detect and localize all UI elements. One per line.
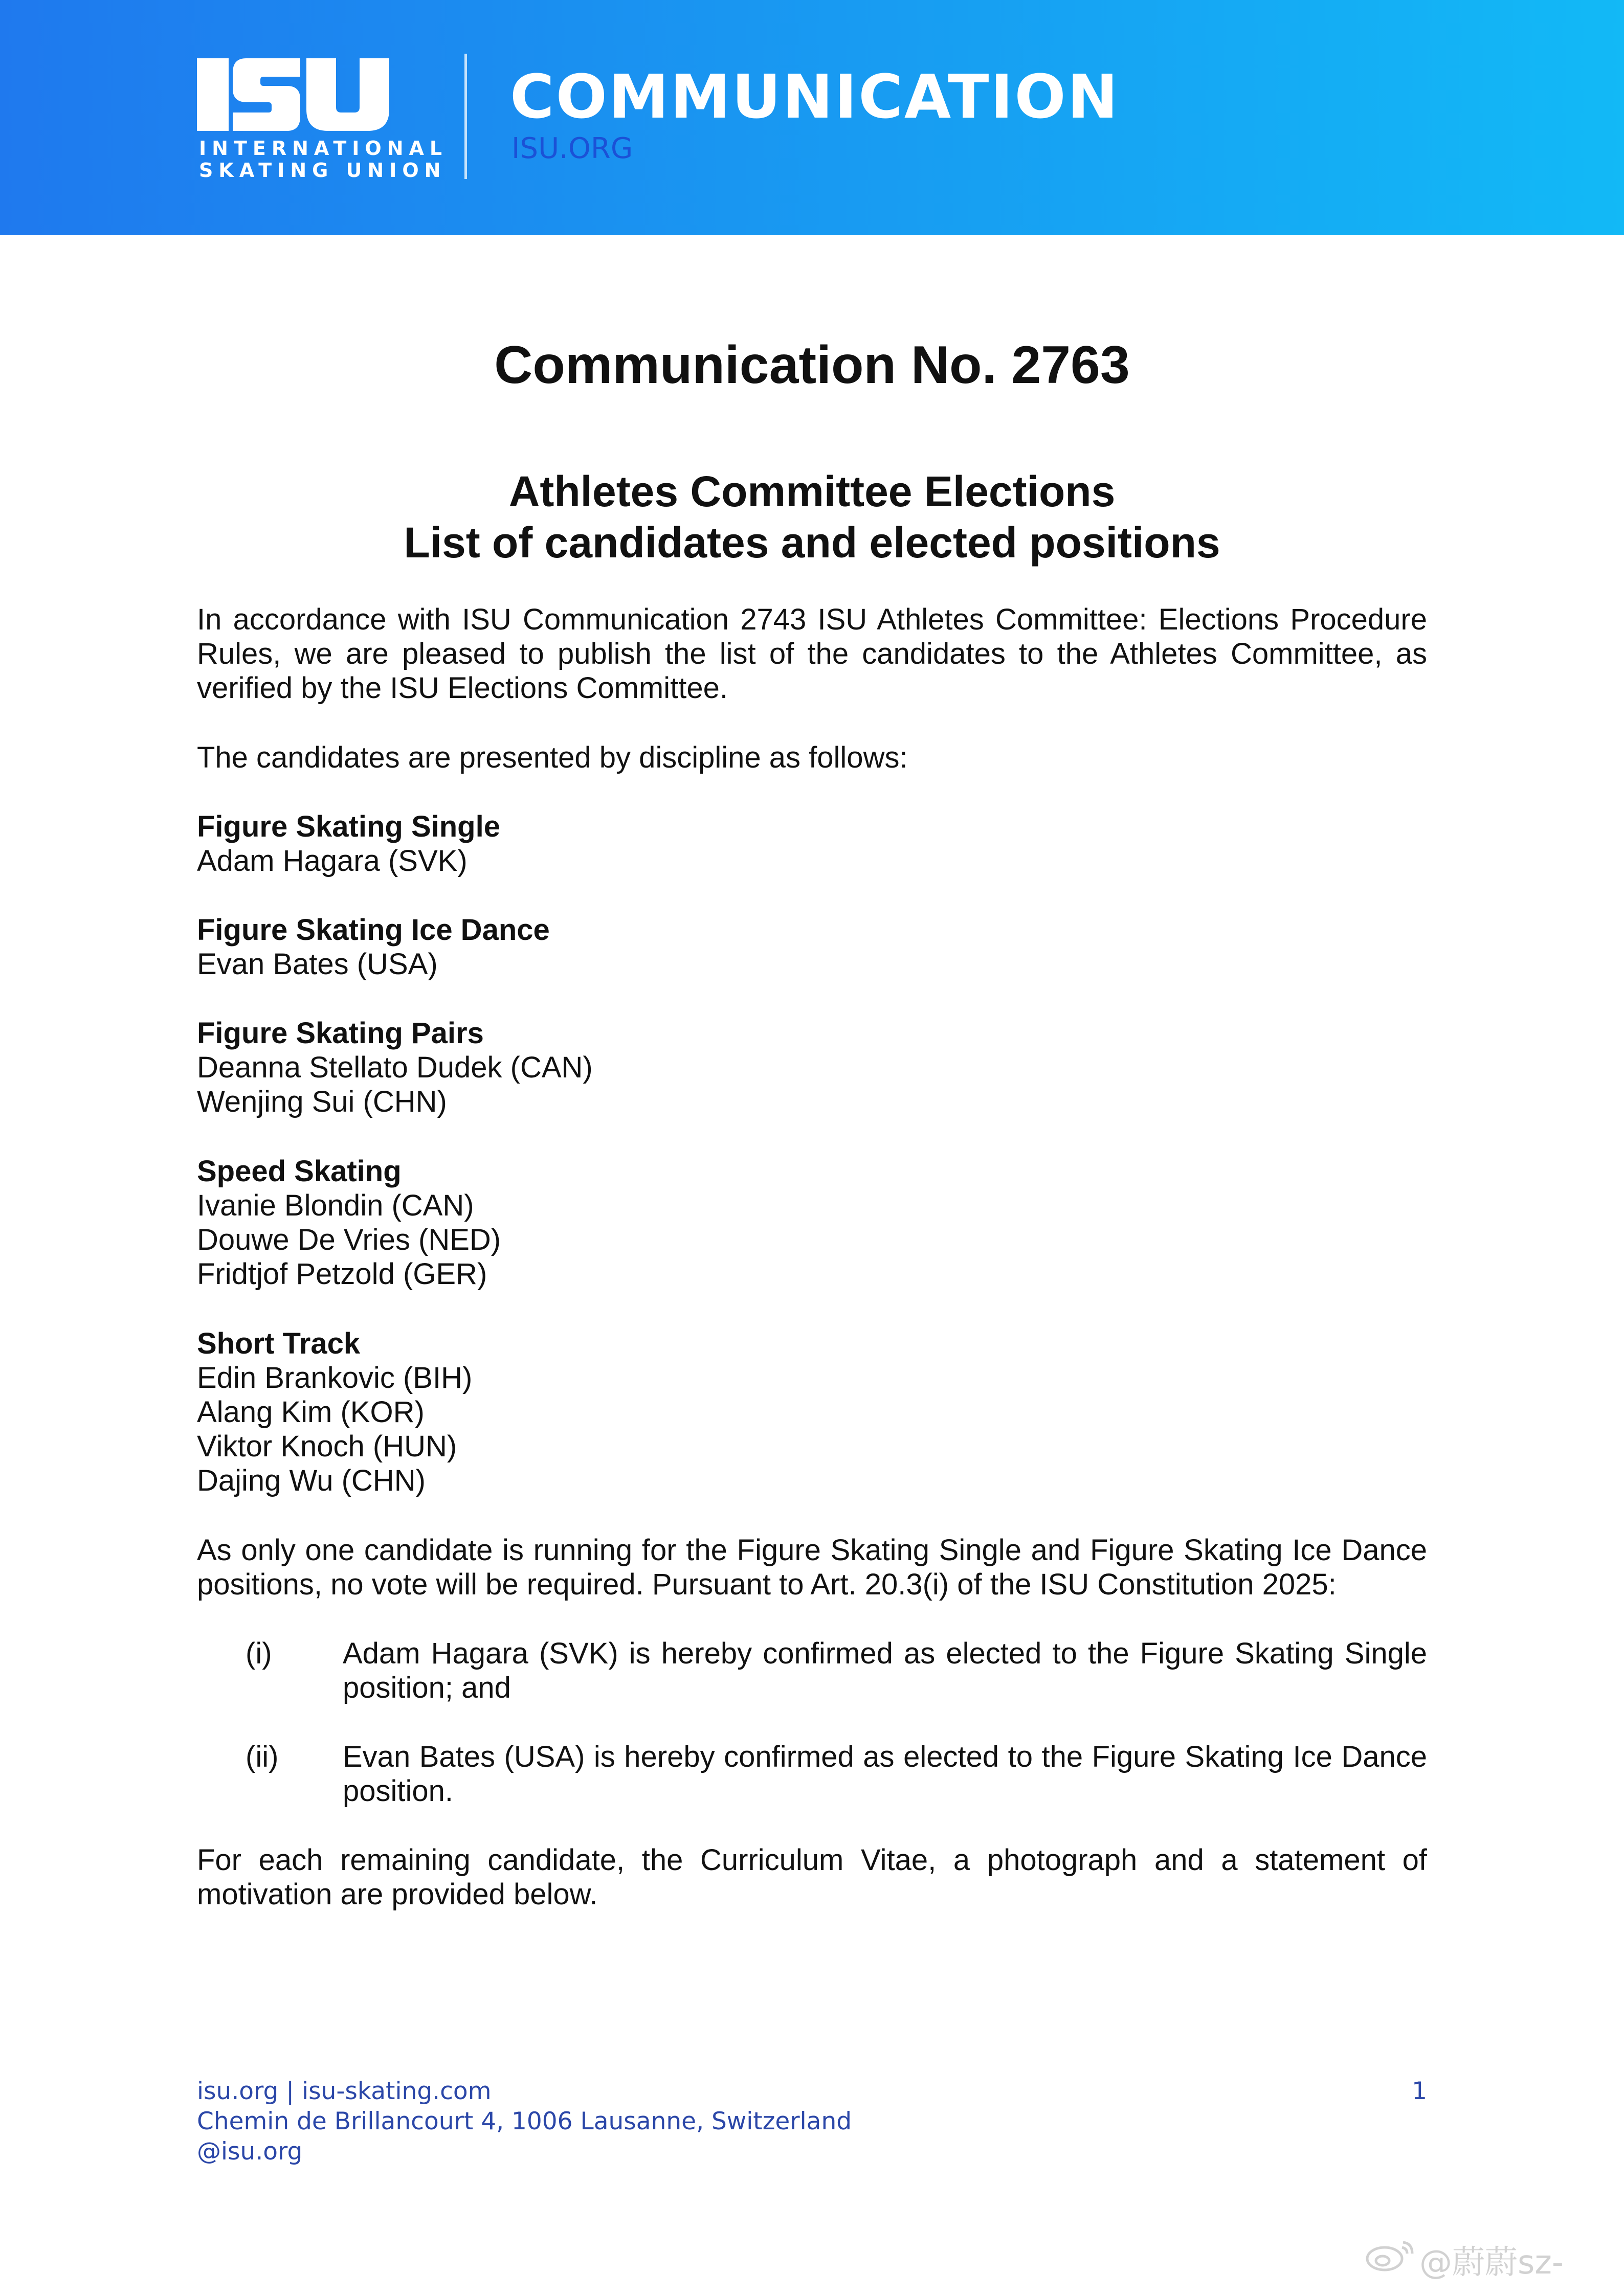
candidate-name: Viktor Knoch (HUN): [197, 1430, 457, 1463]
header-title: COMMUNICATION: [510, 61, 1120, 132]
confirmation-text: Evan Bates (USA) is hereby confirmed as elected to the Figure Skating Ice Dance position.: [343, 1740, 1427, 1808]
subtitle-line-1: Athletes Committee Elections: [508, 467, 1116, 515]
header-banner: [0, 0, 1624, 235]
discipline-figure-skating-pairs: [197, 1016, 1427, 1119]
isu-logo-mark: [197, 56, 417, 133]
discipline-heading: Short Track: [197, 1327, 361, 1360]
single-candidate-paragraph: [197, 1533, 1427, 1602]
confirmation-label: (ii): [246, 1740, 279, 1773]
logo-line-international: INTERNATIONAL: [199, 137, 448, 160]
candidate-name: Douwe De Vries (NED): [197, 1223, 501, 1256]
footer: [197, 2076, 1427, 2167]
closing-text: For each remaining candidate, the Curriculum Vitae, a photograph and a statement of motivation are provided below.: [197, 1843, 1427, 1911]
presented-by-text: The candidates are presented by discipline as follows:: [197, 741, 908, 774]
candidate-name: Evan Bates (USA): [197, 948, 438, 981]
footer-address: Chemin de Brillancourt 4, 1006 Lausanne, Switzerland: [197, 2107, 852, 2135]
weibo-icon: [1363, 2238, 1417, 2272]
intro-text: In accordance with ISU Communication 2743 ISU Athletes Committee: Elections Procedure Rules, we are pleased to publish the list of the candidates to the Athletes Committee, as verified by the ISU Elections Committee.: [197, 603, 1427, 705]
confirmation-item: [197, 1636, 1427, 1708]
closing-paragraph: [197, 1843, 1427, 1911]
discipline-figure-skating-single: [197, 809, 1427, 878]
page-title: Communication No. 2763: [494, 335, 1130, 395]
subtitle-line-2: List of candidates and elected positions: [404, 519, 1220, 567]
candidate-name: Dajing Wu (CHN): [197, 1464, 426, 1497]
discipline-speed-skating: [197, 1154, 1427, 1291]
footer-websites: isu.org | isu-skating.com: [197, 2077, 492, 2105]
candidate-name: Edin Brankovic (BIH): [197, 1361, 473, 1394]
header-divider: [464, 54, 467, 179]
candidate-name: Deanna Stellato Dudek (CAN): [197, 1051, 593, 1084]
confirmation-item: [197, 1740, 1427, 1811]
footer-email: @isu.org: [197, 2137, 303, 2166]
logo-line-skating-union: SKATING UNION: [199, 159, 447, 182]
page-number: 1: [1412, 2077, 1427, 2105]
discipline-heading: Figure Skating Ice Dance: [197, 913, 550, 947]
watermark: [1363, 2232, 1609, 2282]
candidate-name: Fridtjof Petzold (GER): [197, 1257, 487, 1291]
candidate-name: Adam Hagara (SVK): [197, 844, 468, 877]
candidate-name: Alang Kim (KOR): [197, 1395, 425, 1429]
confirmation-text: Adam Hagara (SVK) is hereby confirmed as elected to the Figure Skating Single position; and: [343, 1637, 1427, 1704]
watermark-text: @蔚蔚sz-: [1419, 2244, 1564, 2282]
confirmation-label: (i): [246, 1637, 272, 1670]
presented-by-paragraph: [197, 740, 1427, 775]
isu-logo: [197, 56, 448, 184]
header-website: ISU.ORG: [511, 132, 633, 165]
candidate-name: Ivanie Blondin (CAN): [197, 1189, 474, 1222]
discipline-heading: Speed Skating: [197, 1155, 402, 1188]
intro-paragraph: [197, 602, 1427, 705]
discipline-heading: Figure Skating Pairs: [197, 1017, 484, 1050]
single-candidate-text: As only one candidate is running for the Figure Skating Single and Figure Skating Ice Dance positions, no vote will be required. Pursuant to Art. 20.3(i) of the ISU Constitution 2025:: [197, 1534, 1427, 1601]
candidate-name: Wenjing Sui (CHN): [197, 1085, 447, 1118]
discipline-short-track: [197, 1326, 1427, 1498]
discipline-heading: Figure Skating Single: [197, 810, 500, 843]
discipline-figure-skating-ice-dance: [197, 913, 1427, 981]
